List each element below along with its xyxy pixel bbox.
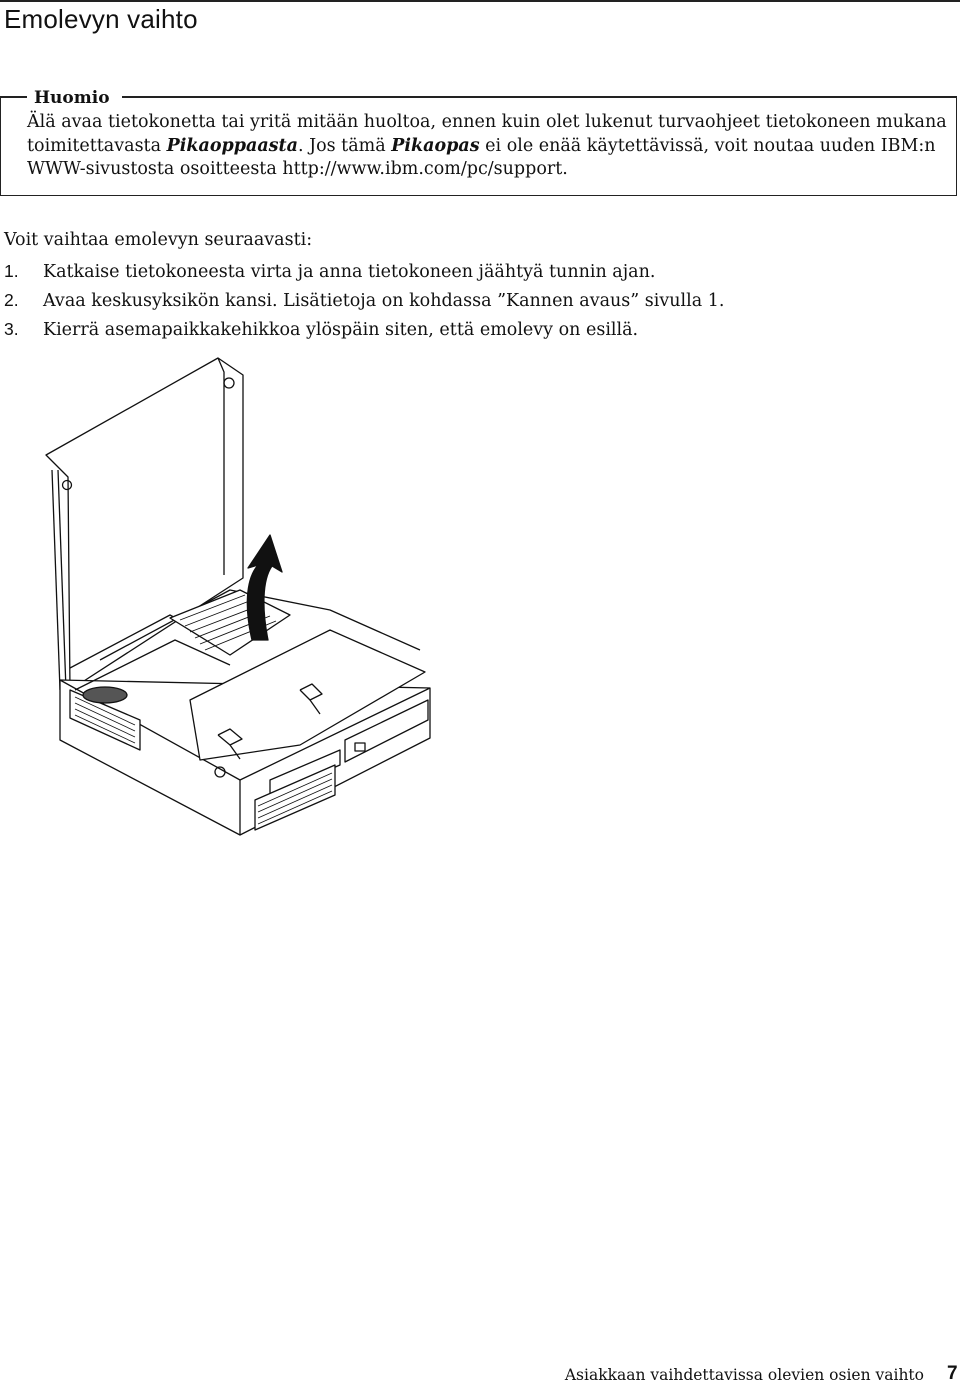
notice-border-right-segment bbox=[122, 96, 957, 98]
computer-chassis-illustration bbox=[40, 350, 440, 840]
list-item bbox=[4, 317, 724, 346]
step-text: Katkaise tietokoneesta virta ja anna tietokoneen jäähtyä tunnin ajan. bbox=[43, 262, 656, 282]
notice-text-part: ei ole enää käytettävissä, voit noutaa uuden IBM:n WWW-sivustosta osoitteesta http://www.ibm.com/pc/support. bbox=[27, 135, 936, 179]
top-rule bbox=[0, 0, 960, 2]
notice-emphasis: Pikaopas bbox=[391, 135, 480, 156]
notice-text-part: . Jos tämä bbox=[297, 135, 392, 156]
page-title: Emolevyn vaihto bbox=[4, 4, 198, 34]
step-text: Avaa keskusyksikön kansi. Lisätietoja on kohdassa ”Kannen avaus” sivulla 1. bbox=[43, 291, 725, 311]
notice-emphasis: Pikaoppaasta bbox=[166, 135, 298, 156]
step-text: Kierrä asemapaikkakehikkoa ylöspäin siten, että emolevy on esillä. bbox=[43, 320, 639, 340]
list-item bbox=[4, 288, 724, 317]
step-number: 3. bbox=[4, 319, 19, 339]
intro-text: Voit vaihtaa emolevyn seuraavasti: bbox=[4, 230, 313, 250]
list-item bbox=[4, 259, 724, 288]
notice-heading: Huomio bbox=[34, 88, 110, 108]
notice-text bbox=[27, 111, 947, 182]
steps-list bbox=[4, 259, 724, 346]
notice-border-left-segment bbox=[0, 96, 27, 98]
page-footer: Asiakkaan vaihdettavissa olevien osien vaihto bbox=[564, 1366, 924, 1384]
step-number: 1. bbox=[4, 261, 19, 281]
page-number: 7 bbox=[947, 1363, 958, 1384]
step-number: 2. bbox=[4, 290, 19, 310]
notice-text-part: Älä avaa tietokonetta tai yritä mitään huoltoa, ennen kuin olet lukenut turvaohjeet tietokoneen mukana toimitettavasta bbox=[27, 112, 947, 156]
